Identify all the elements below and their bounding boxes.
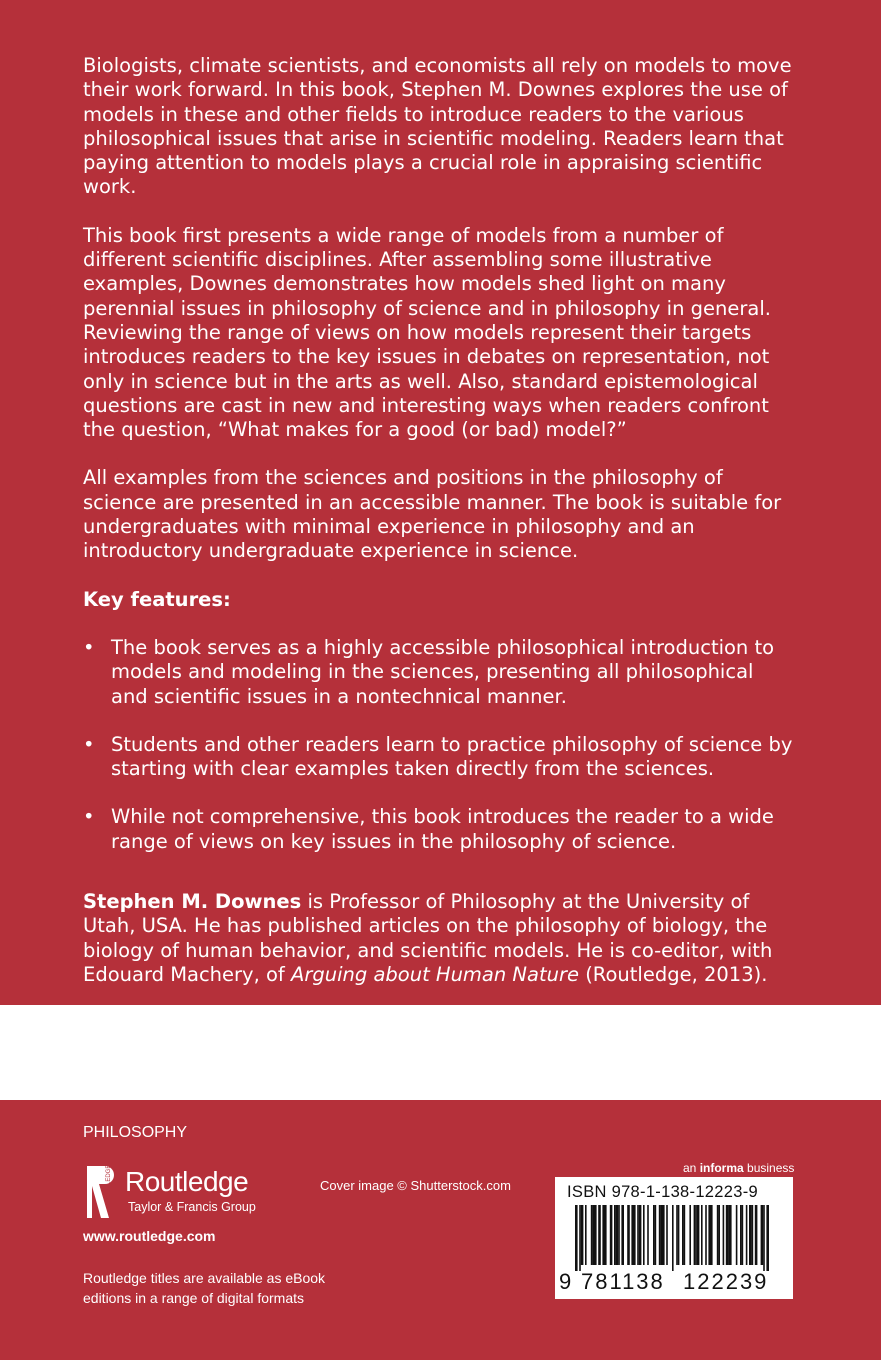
barcode-bar — [627, 1205, 630, 1265]
barcode-bar — [610, 1205, 613, 1265]
publisher-name: Routledge — [125, 1166, 249, 1197]
barcode-bar — [761, 1205, 764, 1265]
description-paragraph-2: This book first presents a wide range of models from a number of different scientific disciplines. After assembling some illustrative examples, Downes demonstrates how models shed light on many perennial issues in philosophy of science and in philosophy in general. Reviewing the range of views on how models represent their targets introduces readers to the key issues in debates on representation, not only in science but in the arts as well. Also, standard epistemological questions are cast in new and interesting ways when readers confront the question, “What makes for a good (or bad) model?” — [83, 223, 771, 442]
barcode-bar — [717, 1205, 719, 1265]
author-name: Stephen M. Downes — [83, 890, 302, 914]
barcode-bar — [730, 1205, 732, 1265]
bullet-icon: • — [83, 635, 95, 659]
informa-brand: informa — [699, 1161, 744, 1175]
barcode-bar — [726, 1205, 729, 1265]
barcode-bar — [604, 1205, 607, 1265]
author-bio — [83, 890, 795, 987]
barcode-bar — [728, 1205, 730, 1265]
barcode-bar — [659, 1205, 661, 1265]
bullet-icon: • — [83, 732, 95, 756]
barcode-bar — [676, 1205, 678, 1265]
barcode-bar — [616, 1205, 619, 1265]
feature-text: While not comprehensive, this book introduces the reader to a wide range of views on key issues in the philosophy of science. — [111, 805, 774, 853]
barcode-bar — [672, 1205, 674, 1271]
barcode-bar — [666, 1205, 668, 1265]
barcode-digit-group-right: 122239 — [683, 1269, 769, 1294]
key-features-heading: Key features: — [83, 587, 231, 611]
barcode-bar — [763, 1205, 765, 1271]
barcode-digit-prefix: 9 — [559, 1269, 572, 1294]
barcode-bar — [595, 1205, 597, 1265]
description-paragraph-3: All examples from the sciences and positions in the philosophy of science are presented in an accessible manner. The book is suitable for undergraduates with minimal experience in philosophy and an introductory undergraduate experience in science. — [83, 466, 782, 563]
ebook-note: Routledge titles are available as eBook editions in a range of digital formats — [83, 1270, 326, 1306]
barcode-bar — [591, 1205, 593, 1265]
barcode-bar — [736, 1205, 738, 1265]
isbn-label: ISBN 978-1-138-12223-9 — [567, 1183, 758, 1201]
barcode-bar — [718, 1205, 720, 1265]
barcode-bar — [592, 1205, 595, 1265]
description-text — [83, 54, 795, 1011]
barcode-bar — [639, 1205, 642, 1265]
routledge-logo-icon — [83, 1162, 117, 1222]
barcode-bar — [701, 1205, 703, 1265]
barcode-bar — [581, 1205, 584, 1265]
publisher-group: Taylor & Francis Group — [128, 1200, 256, 1214]
barcode-bar — [705, 1205, 707, 1265]
feature-item — [83, 733, 795, 782]
barcode-bar — [723, 1205, 725, 1265]
barcode-bar — [766, 1205, 769, 1271]
barcode-bar — [689, 1205, 691, 1265]
barcode-bar — [614, 1205, 616, 1265]
logo-vertical-text: ROUTLEDGE — [106, 1164, 112, 1202]
informa-tagline — [683, 1161, 794, 1175]
barcode-bar — [637, 1205, 639, 1265]
informa-suffix: business — [743, 1161, 795, 1175]
barcode-bar — [602, 1205, 604, 1265]
barcode-bar — [653, 1205, 655, 1265]
cover-credit: Cover image © Shutterstock.com — [320, 1178, 511, 1193]
feature-item — [83, 636, 795, 709]
white-band — [0, 1005, 881, 1100]
informa-prefix: an — [683, 1161, 700, 1175]
barcode-bar — [655, 1205, 657, 1265]
feature-text: The book serves as a highly accessible philosophical introduction to models and modeling in the sciences, presenting all philosophical and scientific issues in a nontechnical manner. — [111, 635, 775, 708]
bullet-icon: • — [83, 805, 95, 829]
barcode-bar — [742, 1205, 744, 1265]
barcode-bar — [660, 1205, 662, 1265]
barcode-bar — [575, 1205, 578, 1271]
barcode-bar — [579, 1205, 581, 1271]
barcode-bar — [746, 1205, 748, 1265]
category-label: PHILOSOPHY — [83, 1124, 188, 1141]
barcode-bar — [697, 1205, 700, 1265]
author-bio-text-2: (Routledge, 2013). — [579, 962, 768, 986]
barcode-bar — [740, 1205, 742, 1265]
barcode-bar — [752, 1205, 754, 1265]
barcode-bar — [618, 1205, 620, 1265]
author-book-title: Arguing about Human Nature — [291, 962, 579, 986]
author-bio-text-1: is Professor of Philosophy at the University of Utah, USA. He has published articles on the philosophy of biology, the biology of human behavior, and scientific models. He is co-editor, with Edouard Machery, of — [83, 890, 773, 986]
barcode-digit-group-left: 781138 — [581, 1269, 665, 1294]
barcode-bar — [585, 1205, 587, 1265]
barcode-bar — [682, 1205, 684, 1265]
barcode-bar — [755, 1205, 758, 1265]
barcode-bar — [598, 1205, 601, 1265]
barcode-bar — [678, 1205, 680, 1265]
barcode-bar — [711, 1205, 713, 1265]
barcode-bar — [749, 1205, 752, 1265]
barcode-bar — [708, 1205, 711, 1265]
barcode-box — [555, 1177, 793, 1299]
barcode-bar — [662, 1205, 665, 1265]
barcode-bar — [694, 1205, 696, 1265]
barcode-bar — [647, 1205, 649, 1265]
barcode-bar — [633, 1205, 636, 1265]
barcode-bar — [621, 1205, 624, 1265]
description-paragraph-1: Biologists, climate scientists, and economists all rely on models to move their work forward. In this book, Stephen M. Downes explores the use of models in these and other fields to introduce readers to the various philosophical issues that arise in scientific modeling. Readers learn that paying attention to models plays a crucial role in appraising scientific work. — [83, 54, 792, 199]
website-link: www.routledge.com — [83, 1228, 216, 1244]
barcode-bar — [684, 1205, 686, 1265]
feature-item — [83, 805, 795, 854]
feature-text: Students and other readers learn to practice philosophy of science by starting with clear examples taken directly from the sciences. — [111, 732, 793, 781]
barcode-bar — [643, 1205, 645, 1265]
barcode-icon — [565, 1205, 783, 1271]
barcode-bar — [631, 1205, 633, 1265]
barcode-bar — [695, 1205, 697, 1265]
